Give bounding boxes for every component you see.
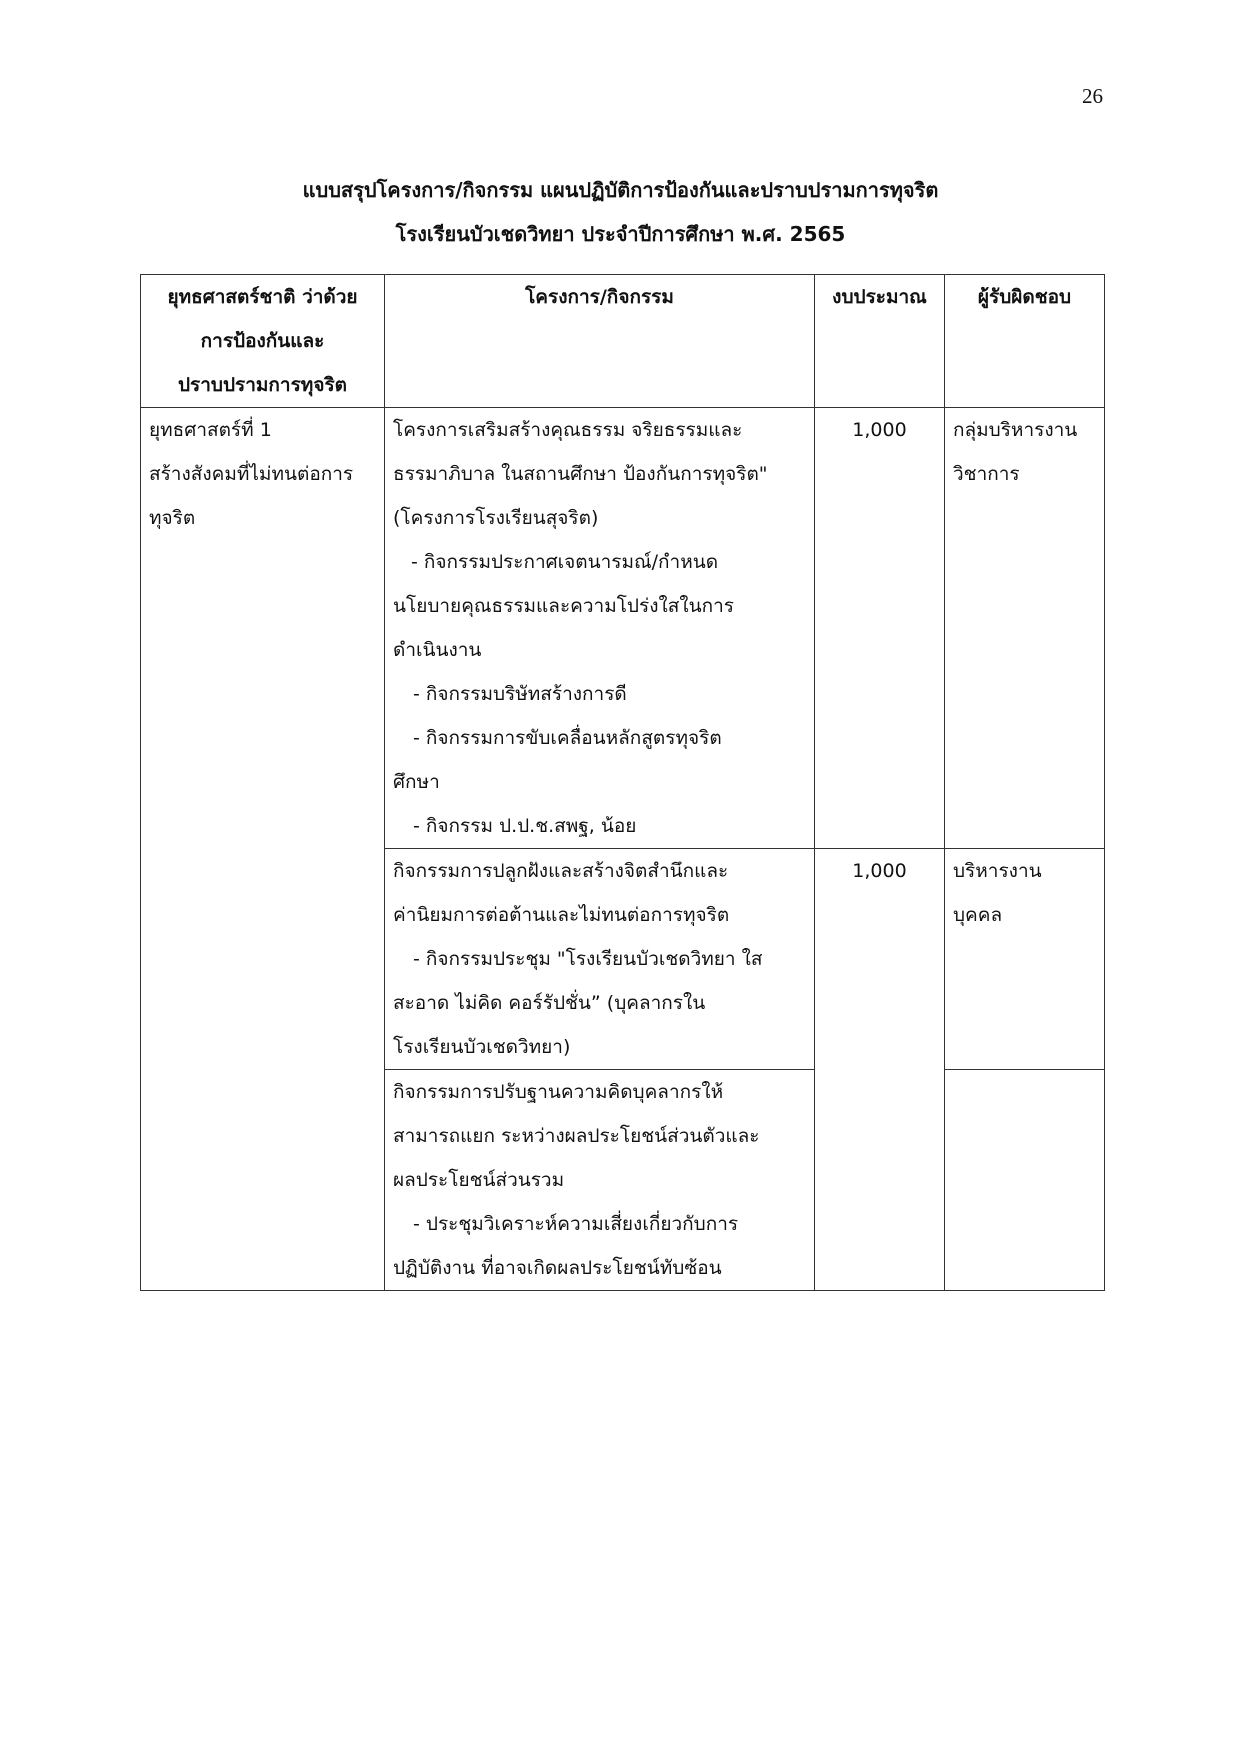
- summary-table: [140, 274, 1105, 1291]
- table-row: [141, 408, 1105, 849]
- project-line: ผลประโยชน์ส่วนรวม: [393, 1169, 565, 1191]
- activity-line: - กิจกรรมประกาศเจตนารมณ์/กำหนด: [411, 551, 719, 573]
- project-line: ปฏิบัติงาน ที่อาจเกิดผลประโยชน์ทับซ้อน: [393, 1257, 722, 1279]
- title-line-2: โรงเรียนบัวเชดวิทยา ประจำปีการศึกษา พ.ศ. 2565: [395, 222, 846, 246]
- header-responsible: ผู้รับผิดชอบ: [945, 275, 1105, 408]
- project-line: กิจกรรมการปลูกฝังและสร้างจิตสำนึกและ: [393, 860, 729, 882]
- project-cell: [385, 408, 815, 849]
- responsible-cell-empty: [945, 1070, 1105, 1291]
- project-cell: [385, 1070, 815, 1291]
- page-number: 26: [1082, 84, 1103, 108]
- project-line: ธรรมาภิบาล ในสถานศึกษา ป้องกันการทุจริต": [393, 463, 768, 485]
- project-line: นโยบายคุณธรรมและความโปร่งใสในการ: [393, 595, 734, 617]
- document-title: [0, 168, 1241, 256]
- responsible-line: กลุ่มบริหารงาน: [953, 419, 1078, 441]
- budget-cell: 1,000: [815, 849, 945, 1291]
- header-strategy-line: ปราบปรามการทุจริต: [177, 374, 348, 396]
- table-header-row: [141, 275, 1105, 408]
- project-line: ดำเนินงาน: [393, 639, 482, 661]
- activity-line: - กิจกรรมประชุม "โรงเรียนบัวเชดวิทยา ใส: [413, 948, 763, 970]
- project-line: (โครงการโรงเรียนสุจริต): [393, 507, 599, 529]
- project-line: ศึกษา: [393, 771, 440, 793]
- strategy-line: สร้างสังคมที่ไม่ทนต่อการ: [149, 463, 354, 485]
- activity-line: - ประชุมวิเคราะห์ความเสี่ยงเกี่ยวกับการ: [413, 1213, 739, 1235]
- header-project: โครงการ/กิจกรรม: [385, 275, 815, 408]
- strategy-line: ทุจริต: [149, 507, 196, 529]
- activity-line: - กิจกรรมบริษัทสร้างการดี: [413, 683, 627, 705]
- header-strategy-line: การป้องกันและ: [200, 330, 325, 352]
- header-strategy-line: ยุทธศาสตร์ชาติ ว่าด้วย: [167, 286, 358, 308]
- strategy-cell: [141, 408, 385, 1291]
- activity-line: - กิจกรรมการขับเคลื่อนหลักสูตรทุจริต: [413, 727, 722, 749]
- project-line: โรงเรียนบัวเชดวิทยา): [393, 1036, 571, 1058]
- responsible-line: บุคคล: [953, 904, 1003, 926]
- strategy-line: ยุทธศาสตร์ที่ 1: [149, 419, 272, 441]
- project-cell: [385, 849, 815, 1070]
- project-line: กิจกรรมการปรับฐานความคิดบุคลากรให้: [393, 1081, 724, 1103]
- responsible-cell: [945, 849, 1105, 1070]
- activity-line: - กิจกรรม ป.ป.ช.สพฐ, น้อย: [413, 815, 637, 837]
- project-line: สามารถแยก ระหว่างผลประโยชน์ส่วนตัวและ: [393, 1125, 760, 1147]
- header-budget: งบประมาณ: [815, 275, 945, 408]
- responsible-line: บริหารงาน: [953, 860, 1042, 882]
- responsible-line: วิชาการ: [953, 463, 1020, 485]
- title-line-1: แบบสรุปโครงการ/กิจกรรม แผนปฏิบัติการป้องกันและปราบปรามการทุจริต: [302, 178, 939, 202]
- budget-cell: 1,000: [815, 408, 945, 849]
- header-strategy: [141, 275, 385, 408]
- responsible-cell: [945, 408, 1105, 849]
- project-line: สะอาด ไม่คิด คอร์รัปชั่น” (บุคลากรใน: [393, 992, 706, 1014]
- project-line: ค่านิยมการต่อต้านและไม่ทนต่อการทุจริต: [393, 904, 730, 926]
- project-line: โครงการเสริมสร้างคุณธรรม จริยธรรมและ: [393, 419, 743, 441]
